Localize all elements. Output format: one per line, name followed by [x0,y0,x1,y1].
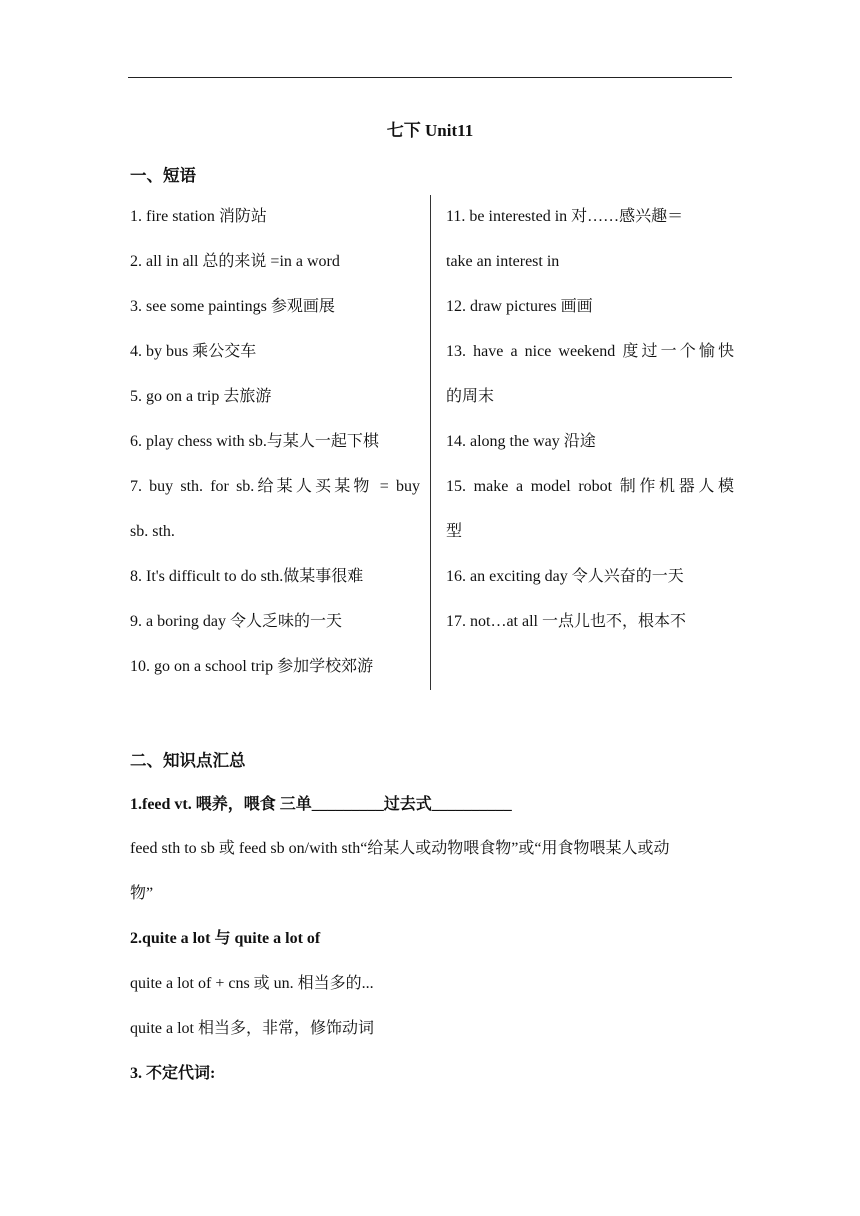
phrases-left-column [130,199,420,694]
phrase-line: take an interest in [446,253,560,270]
phrase-line: 1. fire station 消防站 [130,208,267,225]
page-title: 七下 Unit11 [386,121,474,140]
phrase-line: 13. have a nice weekend 度过一个愉快 [446,343,734,360]
column-divider [430,195,431,690]
phrase-line: 4. by bus 乘公交车 [130,343,257,360]
phrase-line: 2. all in all 总的来说 =in a word [130,253,340,270]
phrase-line: 10. go on a school trip 参加学校郊游 [130,658,374,675]
phrase-line: 14. along the way 沿途 [446,433,596,450]
knowledge-point-feed: 1.feed vt. 喂养，喂食 三单_________过去式__________ [130,796,512,813]
phrase-line: 6. play chess with sb.与某人一起下棋 [130,433,379,450]
knowledge-point-text: 物” [130,885,154,902]
phrase-line: 的周末 [446,388,495,405]
knowledge-point-quite-a-lot: 2.quite a lot 与 quite a lot of [130,930,321,947]
phrase-line: 9. a boring day 令人乏味的一天 [130,613,342,630]
header-rule [128,77,732,78]
phrases-right-column [446,199,734,649]
phrase-line: 12. draw pictures 画画 [446,298,593,315]
knowledge-point-text: quite a lot of + cns 或 un. 相当多的... [130,975,374,992]
phrase-line: sb. sth. [130,523,175,540]
phrase-line: 17. not…at all 一点儿也不，根本不 [446,613,686,630]
phrase-line: 型 [446,523,463,540]
section-knowledge-heading: 二、知识点汇总 [130,751,246,770]
phrase-line: 8. It's difficult to do sth.做某事很难 [130,568,364,585]
knowledge-point-text: quite a lot 相当多，非常，修饰动词 [130,1020,374,1037]
knowledge-point-text: feed sth to sb 或 feed sb on/with sth“给某人或动物喂食物”或“用食物喂某人或动 [130,840,670,857]
phrase-line: 7. buy sth. for sb.给某人买某物 = buy [130,478,420,495]
phrase-line: 3. see some paintings 参观画展 [130,298,335,315]
section-phrases-heading: 一、短语 [130,166,196,185]
phrase-line: 11. be interested in 对……感兴趣＝ [446,208,684,225]
phrase-line: 15. make a model robot 制作机器人模 [446,478,734,495]
phrase-line: 5. go on a trip 去旅游 [130,388,272,405]
knowledge-point-pronouns: 3. 不定代词: [130,1065,216,1082]
phrase-line: 16. an exciting day 令人兴奋的一天 [446,568,684,585]
